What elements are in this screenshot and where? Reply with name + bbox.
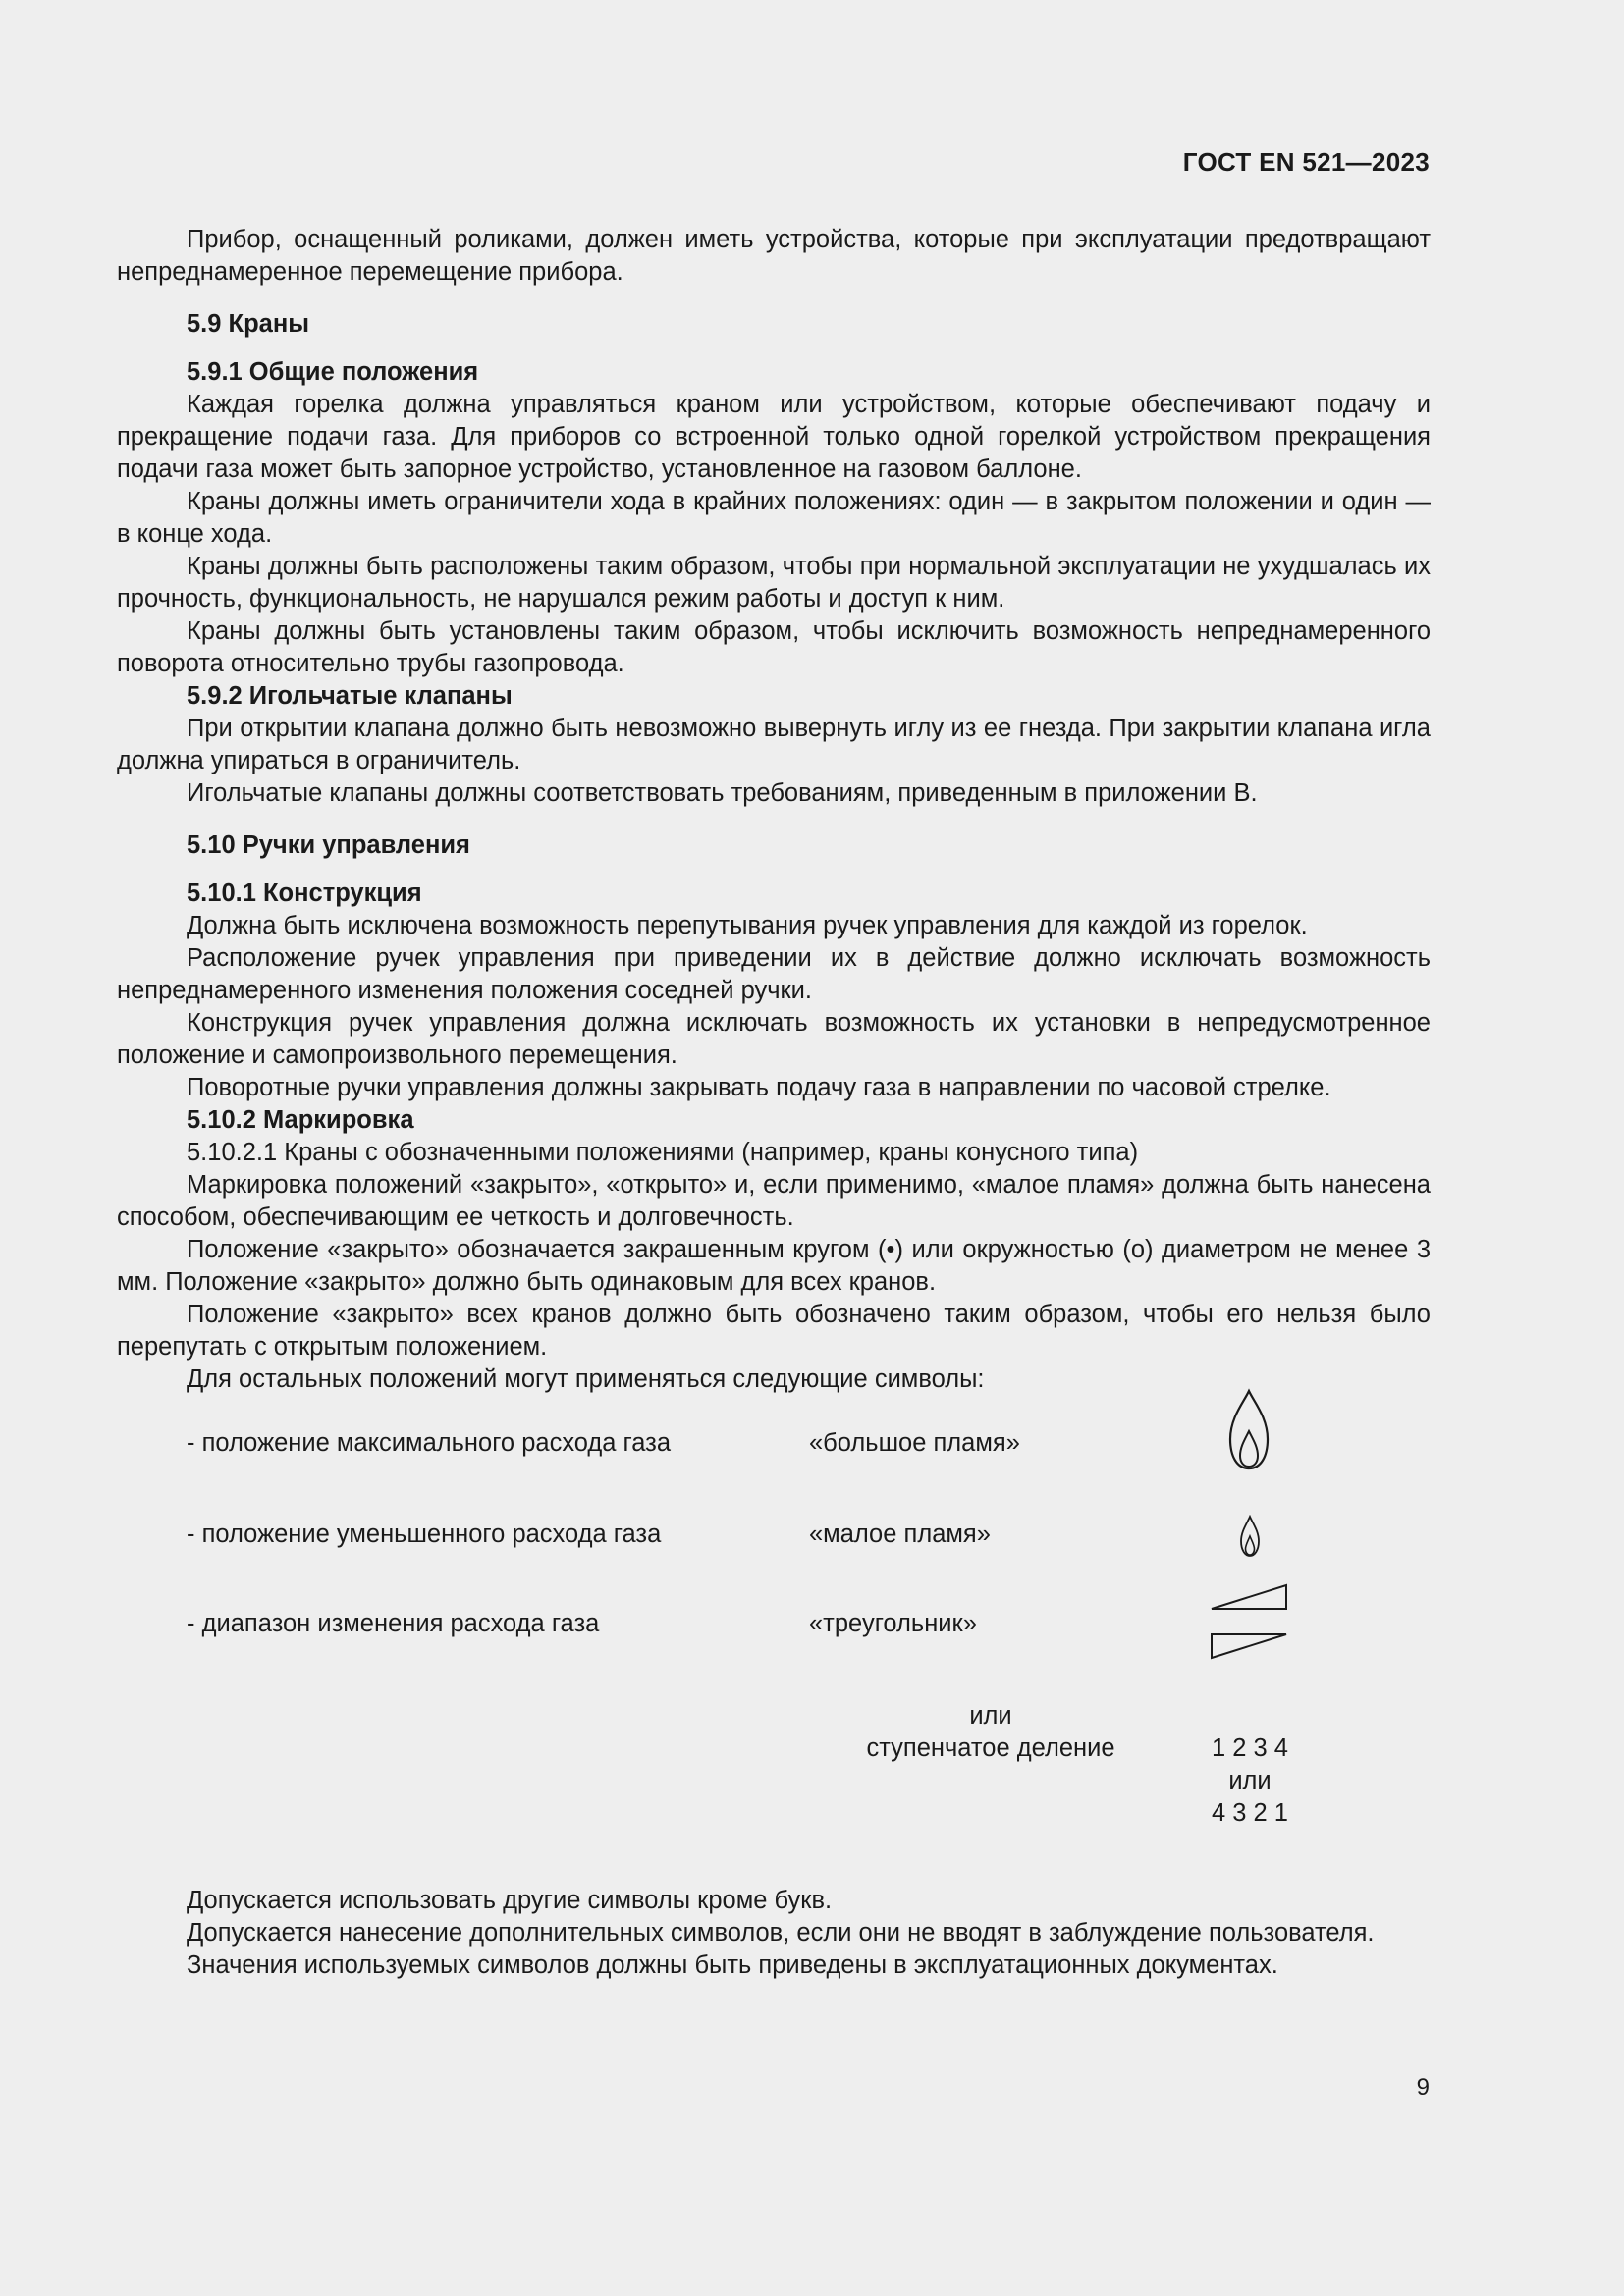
section-heading-5-10-2: 5.10.2 Маркировка bbox=[187, 1106, 414, 1134]
or-label: или bbox=[1228, 1767, 1272, 1794]
paragraph: Краны должны иметь ограничители хода в крайних положениях: один — в закрытом положении и один — в конце хода. bbox=[117, 488, 1431, 548]
paragraph: Расположение ручек управления при приведении их в действие должно исключать возможность непреднамеренного изменения положения соседней ручки. bbox=[117, 944, 1431, 1004]
section-heading-5-10: 5.10 Ручки управления bbox=[187, 831, 470, 859]
triangle-increasing-icon bbox=[1210, 1582, 1290, 1612]
symbol-description: - положение максимального расхода газа bbox=[187, 1429, 672, 1457]
step-division-label: ступенчатое деление bbox=[866, 1735, 1115, 1762]
subsection-heading-5-10-2-1: 5.10.2.1 Краны с обозначенными положениями (например, краны конусного типа) bbox=[187, 1139, 1139, 1166]
section-heading-5-10-1: 5.10.1 Конструкция bbox=[187, 880, 422, 907]
section-heading-5-9-2: 5.9.2 Игольчатые клапаны bbox=[187, 682, 513, 710]
symbol-row-large-flame bbox=[117, 1427, 1431, 1467]
symbol-description: - положение уменьшенного расхода газа bbox=[187, 1521, 662, 1548]
symbols-table bbox=[117, 1404, 1431, 1885]
paragraph: Конструкция ручек управления должна исключать возможность их установки в непредусмотренное положение и самопроизвольного перемещения. bbox=[117, 1009, 1431, 1069]
large-flame-icon bbox=[1226, 1388, 1272, 1472]
page-content bbox=[117, 224, 1431, 1982]
paragraph: Для остальных положений могут применяться следующие символы: bbox=[187, 1365, 985, 1393]
paragraph: Положение «закрыто» всех кранов должно быть обозначено таким образом, чтобы его нельзя было перепутать с открытым положением. bbox=[117, 1301, 1431, 1361]
page-number: 9 bbox=[1416, 2074, 1430, 2101]
document-code: ГОСТ EN 521—2023 bbox=[1182, 147, 1430, 177]
paragraph: Прибор, оснащенный роликами, должен иметь устройства, которые при эксплуатации предотвращают непреднамеренное перемещение прибора. bbox=[117, 226, 1431, 286]
paragraph: Положение «закрыто» обозначается закрашенным кругом (•) или окружностью (о) диаметром не менее 3 мм. Положение «закрыто» должно быть одинаковым для всех кранов. bbox=[117, 1236, 1431, 1296]
small-flame-icon bbox=[1239, 1515, 1261, 1558]
symbol-row-triangle bbox=[117, 1608, 1431, 1647]
or-label: или bbox=[969, 1702, 1012, 1730]
paragraph: Маркировка положений «закрыто», «открыто» и, если применимо, «малое пламя» должна быть нанесена способом, обеспечивающим ее четкость и долговечность. bbox=[117, 1171, 1431, 1231]
paragraph: Допускается использовать другие символы кроме букв. bbox=[187, 1887, 833, 1914]
paragraph: Краны должны быть расположены таким образом, чтобы при нормальной эксплуатации не ухудшалась их прочность, функциональность, не нарушался режим работы и доступ к ним. bbox=[117, 553, 1431, 613]
section-heading-5-9: 5.9 Краны bbox=[187, 310, 310, 338]
paragraph: При открытии клапана должно быть невозможно вывернуть иглу из ее гнезда. При закрытии клапана игла должна упираться в ограничитель. bbox=[117, 715, 1431, 774]
triangle-decreasing-icon bbox=[1210, 1631, 1290, 1661]
paragraph: Краны должны быть установлены таким образом, чтобы исключить возможность непреднамеренного поворота относительно трубы газопровода. bbox=[117, 617, 1431, 677]
symbol-name: «малое пламя» bbox=[809, 1521, 991, 1548]
symbol-name: «треугольник» bbox=[809, 1610, 977, 1637]
paragraph: Поворотные ручки управления должны закрывать подачу газа в направлении по часовой стрелке. bbox=[187, 1074, 1331, 1101]
paragraph: Каждая горелка должна управляться краном или устройством, которые обеспечивают подачу и прекращение подачи газа. Для приборов со встроенной только одной горелкой устройством прекращения подачи газа может быть запорное устройство, установленное на газовом баллоне. bbox=[117, 391, 1431, 483]
section-heading-5-9-1: 5.9.1 Общие положения bbox=[187, 358, 479, 386]
paragraph: Допускается нанесение дополнительных символов, если они не вводят в заблуждение пользователя. bbox=[187, 1919, 1375, 1947]
symbol-row-small-flame bbox=[117, 1519, 1431, 1558]
paragraph: Значения используемых символов должны быть приведены в эксплуатационных документах. bbox=[187, 1951, 1278, 1979]
symbol-description: - диапазон изменения расхода газа bbox=[187, 1610, 600, 1637]
paragraph: Должна быть исключена возможность перепутывания ручек управления для каждой из горелок. bbox=[187, 912, 1308, 939]
steps-ascending: 1 2 3 4 bbox=[1212, 1735, 1288, 1762]
paragraph: Игольчатые клапаны должны соответствовать требованиям, приведенным в приложении В. bbox=[187, 779, 1258, 807]
symbol-name: «большое пламя» bbox=[809, 1429, 1020, 1457]
steps-descending: 4 3 2 1 bbox=[1212, 1799, 1288, 1827]
